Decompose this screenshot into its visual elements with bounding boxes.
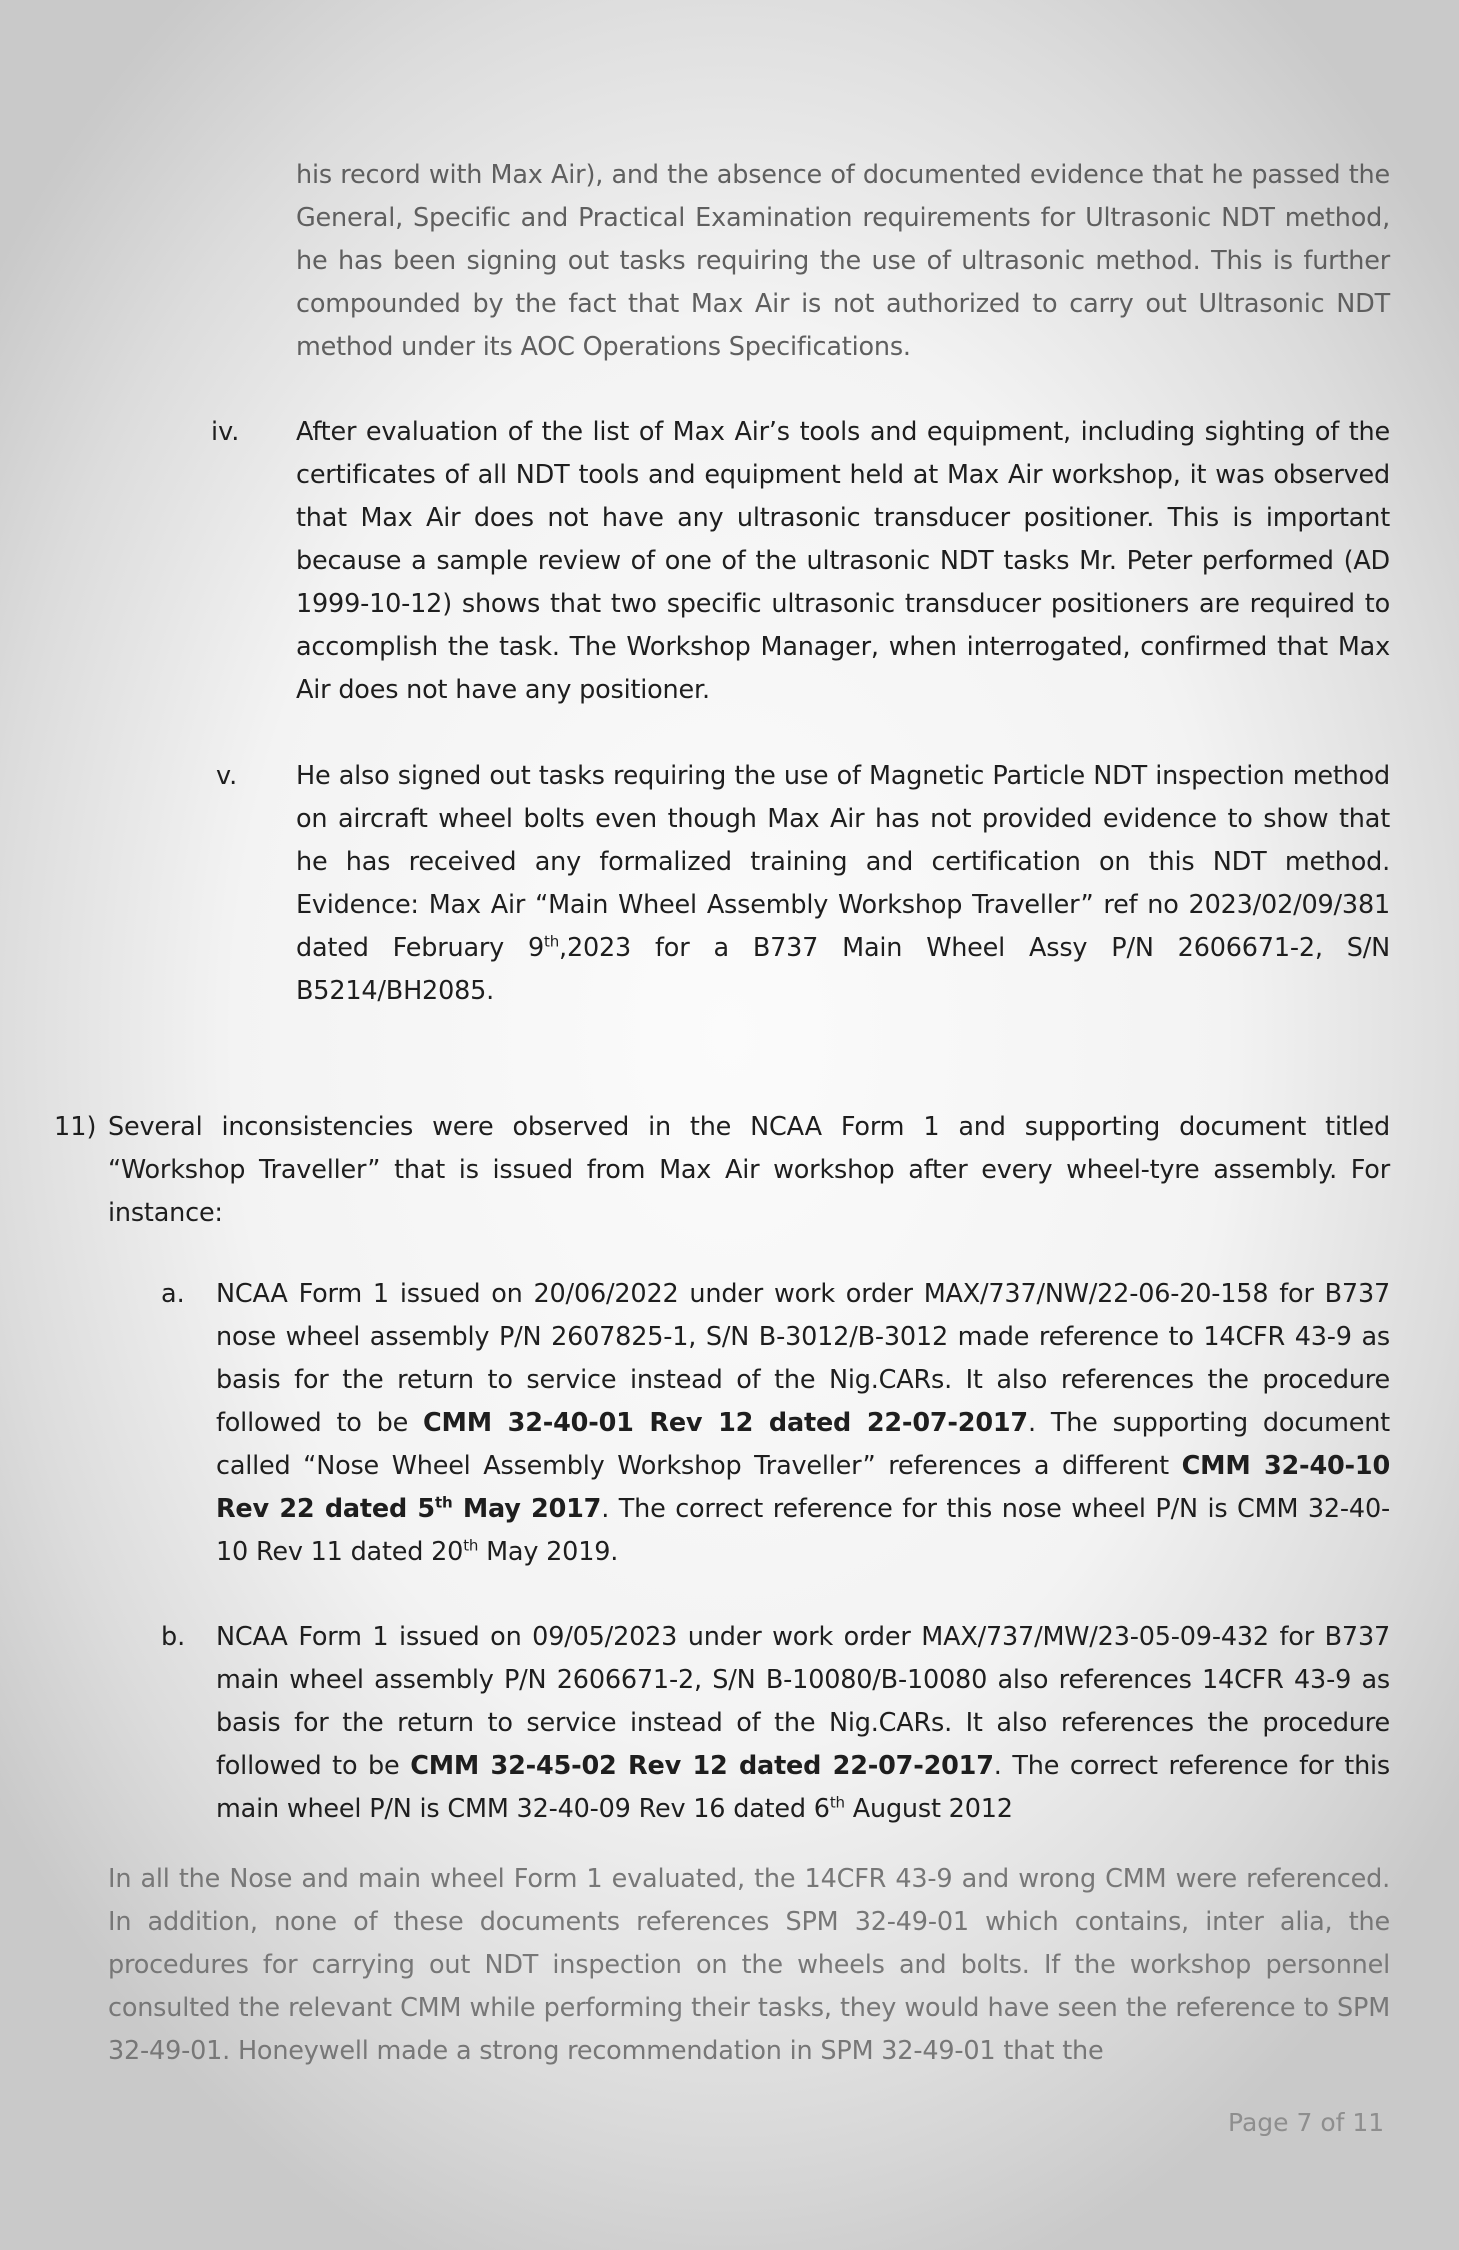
item-iv-paragraph: After evaluation of the list of Max Air’s tools and equipment, including sighting of the certificates of all NDT tools and equipment held at Max Air workshop, it was observed that Max Air does not have any ultrasonic transducer positioner. This is important because a sample review of one of the ultrasonic NDT tasks Mr. Peter performed (AD 1999-10-12) shows that two specific ultrasonic transducer positioners are required to accomplish the task. The Workshop Manager, when interrogated, confirmed that Max Air does not have any positioner. xyxy=(296,417,1390,705)
item-a-text-3: . The correct reference for this nose wheel P/N is CMM 32-40-10 Rev 11 dated 20 xyxy=(216,1494,1390,1567)
item-b-paragraph xyxy=(216,1616,1390,1831)
intro-paragraph: his record with Max Air), and the absence of documented evidence that he passed the General, Specific and Practical Examination requirements for Ultrasonic NDT method, he has been signing out tasks requiring the use of ultrasonic method. This is further compounded by the fact that Max Air is not authorized to carry out Ultrasonic NDT method under its AOC Operations Specifications. xyxy=(296,160,1390,362)
item-a-text-4: May 2019. xyxy=(478,1537,619,1567)
item-v-text: He also signed out tasks requiring the use of Magnetic Particle NDT inspection method on aircraft wheel bolts even though Max Air has not provided evidence to show that he has received any formalized training and certification on this NDT method. Evidence: Max Air “Main Wheel Assembly Workshop Traveller” ref no 2023/02/09/381 dated February 9 xyxy=(296,761,1390,963)
superscript: th xyxy=(544,932,560,951)
item-iv-marker: iv. xyxy=(211,417,240,447)
item-a-paragraph xyxy=(216,1273,1390,1574)
closing-paragraph: In all the Nose and main wheel Form 1 evaluated, the 14CFR 43-9 and wrong CMM were referenced. In addition, none of these documents references SPM 32-49-01 which contains, inter alia, the procedures for carrying out NDT inspection on the wheels and bolts. If the workshop personnel consulted the relevant CMM while performing their tasks, they would have seen the reference to SPM 32-49-01. Honeywell made a strong recommendation in SPM 32-49-01 that the xyxy=(108,1864,1390,2066)
superscript: th xyxy=(463,1536,479,1555)
item-b-text: NCAA Form 1 issued on 09/05/2023 under work order MAX/737/MW/23-05-09-432 for B737 main wheel assembly P/N 2606671-2, S/N B-10080/B-10080 also references 14CFR 43-9 as basis for the return to service instead of the Nig.CARs. It also references the procedure followed to be xyxy=(216,1622,1390,1781)
item-a-marker: a. xyxy=(161,1279,185,1309)
item-v-text-end: ,2023 for a B737 Main Wheel Assy P/N 2606671-2, S/N B5214/BH2085. xyxy=(296,933,1391,1006)
item-b-text-3: August 2012 xyxy=(844,1794,1013,1824)
superscript: th xyxy=(434,1493,453,1512)
item-v-paragraph xyxy=(296,755,1390,1013)
section-11-paragraph: Several inconsistencies were observed in the NCAA Form 1 and supporting document titled “Workshop Traveller” that is issued from Max Air workshop after every wheel-tyre assembly. For instance: xyxy=(108,1112,1390,1228)
section-11-marker: 11) xyxy=(54,1112,97,1142)
item-a-text: NCAA Form 1 issued on 20/06/2022 under work order MAX/737/NW/22-06-20-158 for B737 nose wheel assembly P/N 2607825-1, S/N B-3012/B-3012 made reference to 14CFR 43-9 as basis for the return to service instead of the Nig.CARs. It also references the procedure followed to be xyxy=(216,1279,1390,1438)
cmm-reference-bold-2: CMM 32-40-10 Rev 22 dated 5 xyxy=(216,1451,1390,1524)
page-number: Page 7 of 11 xyxy=(1228,2108,1385,2137)
item-b-marker: b. xyxy=(161,1622,186,1652)
cmm-reference-bold-2-end: May 2017 xyxy=(452,1494,602,1524)
cmm-reference-bold: CMM 32-40-01 Rev 12 dated 22-07-2017 xyxy=(423,1408,1028,1438)
item-b-text-2: . The correct reference for this main wheel P/N is CMM 32-40-09 Rev 16 dated 6 xyxy=(216,1751,1390,1824)
item-a-text-2: . The supporting document called “Nose Wheel Assembly Workshop Traveller” references a different xyxy=(216,1408,1390,1481)
cmm-reference-bold: CMM 32-45-02 Rev 12 dated 22-07-2017 xyxy=(410,1751,994,1781)
superscript: th xyxy=(829,1793,845,1812)
item-v-marker: v. xyxy=(216,761,238,791)
